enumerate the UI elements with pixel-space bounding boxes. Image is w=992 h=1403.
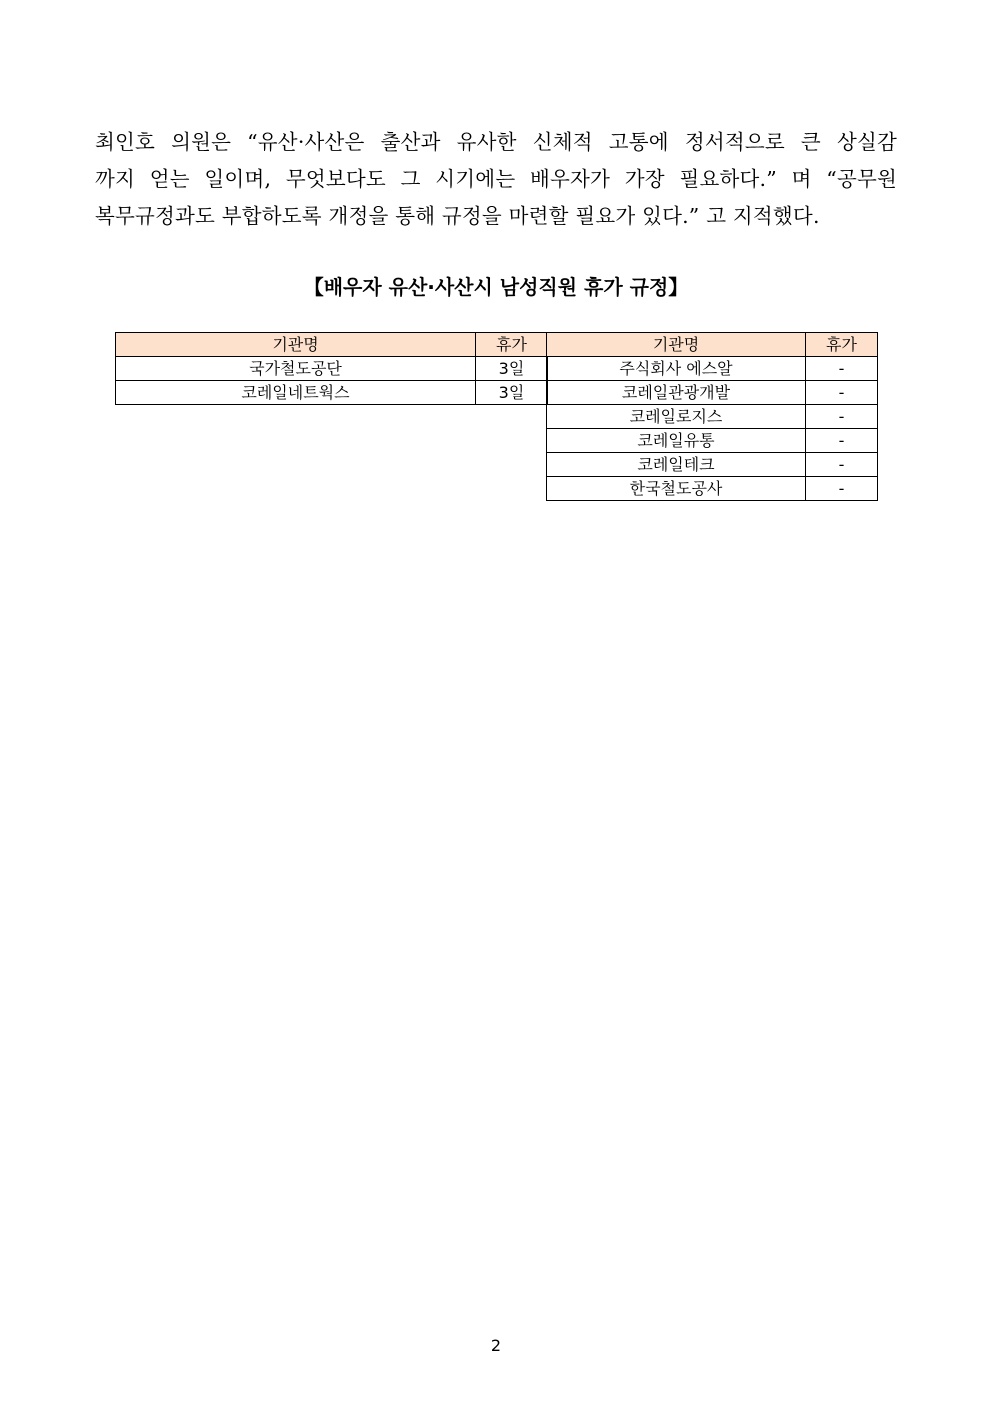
table-row <box>547 405 878 429</box>
leave-cell: - <box>806 381 878 405</box>
table-row <box>547 357 878 381</box>
agency-cell: 코레일로지스 <box>547 405 806 429</box>
agency-cell: 코레일유통 <box>547 429 806 453</box>
table-header-row <box>116 333 548 357</box>
agency-cell: 코레일네트웍스 <box>116 381 476 405</box>
page-number: 2 <box>490 1336 502 1355</box>
leave-cell: - <box>806 429 878 453</box>
table-header-row <box>547 333 878 357</box>
agency-cell: 코레일관광개발 <box>547 381 806 405</box>
leave-cell: - <box>806 453 878 477</box>
agency-cell: 국가철도공단 <box>116 357 476 381</box>
table-row <box>116 357 548 381</box>
leave-table-right <box>546 332 878 501</box>
table-row <box>547 429 878 453</box>
paragraph-line-3: 복무규정과도 부합하도록 개정을 통해 규정을 마련할 필요가 있다.” 고 지적했다. <box>95 204 820 228</box>
table-title: 【배우자 유산·사산시 남성직원 휴가 규정】 <box>303 275 689 299</box>
leave-table-left <box>115 332 548 405</box>
leave-cell: 3일 <box>476 381 548 405</box>
agency-cell: 코레일테크 <box>547 453 806 477</box>
leave-cell: - <box>806 357 878 381</box>
agency-cell: 한국철도공사 <box>547 477 806 501</box>
header-leave: 휴가 <box>806 333 878 357</box>
leave-cell: - <box>806 405 878 429</box>
table-row <box>547 381 878 405</box>
agency-cell: 주식회사 에스알 <box>547 357 806 381</box>
table-row <box>547 453 878 477</box>
body-paragraph <box>95 124 897 235</box>
header-leave: 휴가 <box>476 333 548 357</box>
table-row <box>116 381 548 405</box>
header-agency: 기관명 <box>116 333 476 357</box>
table-row <box>547 477 878 501</box>
paragraph-line-1: 최인호 의원은 “유산·사산은 출산과 유사한 신체적 고통에 정서적으로 큰 상실감 <box>95 130 897 154</box>
header-agency: 기관명 <box>547 333 806 357</box>
paragraph-line-2: 까지 얻는 일이며, 무엇보다도 그 시기에는 배우자가 가장 필요하다.” 며 “공무원 <box>95 167 897 191</box>
leave-cell: - <box>806 477 878 501</box>
leave-cell: 3일 <box>476 357 548 381</box>
